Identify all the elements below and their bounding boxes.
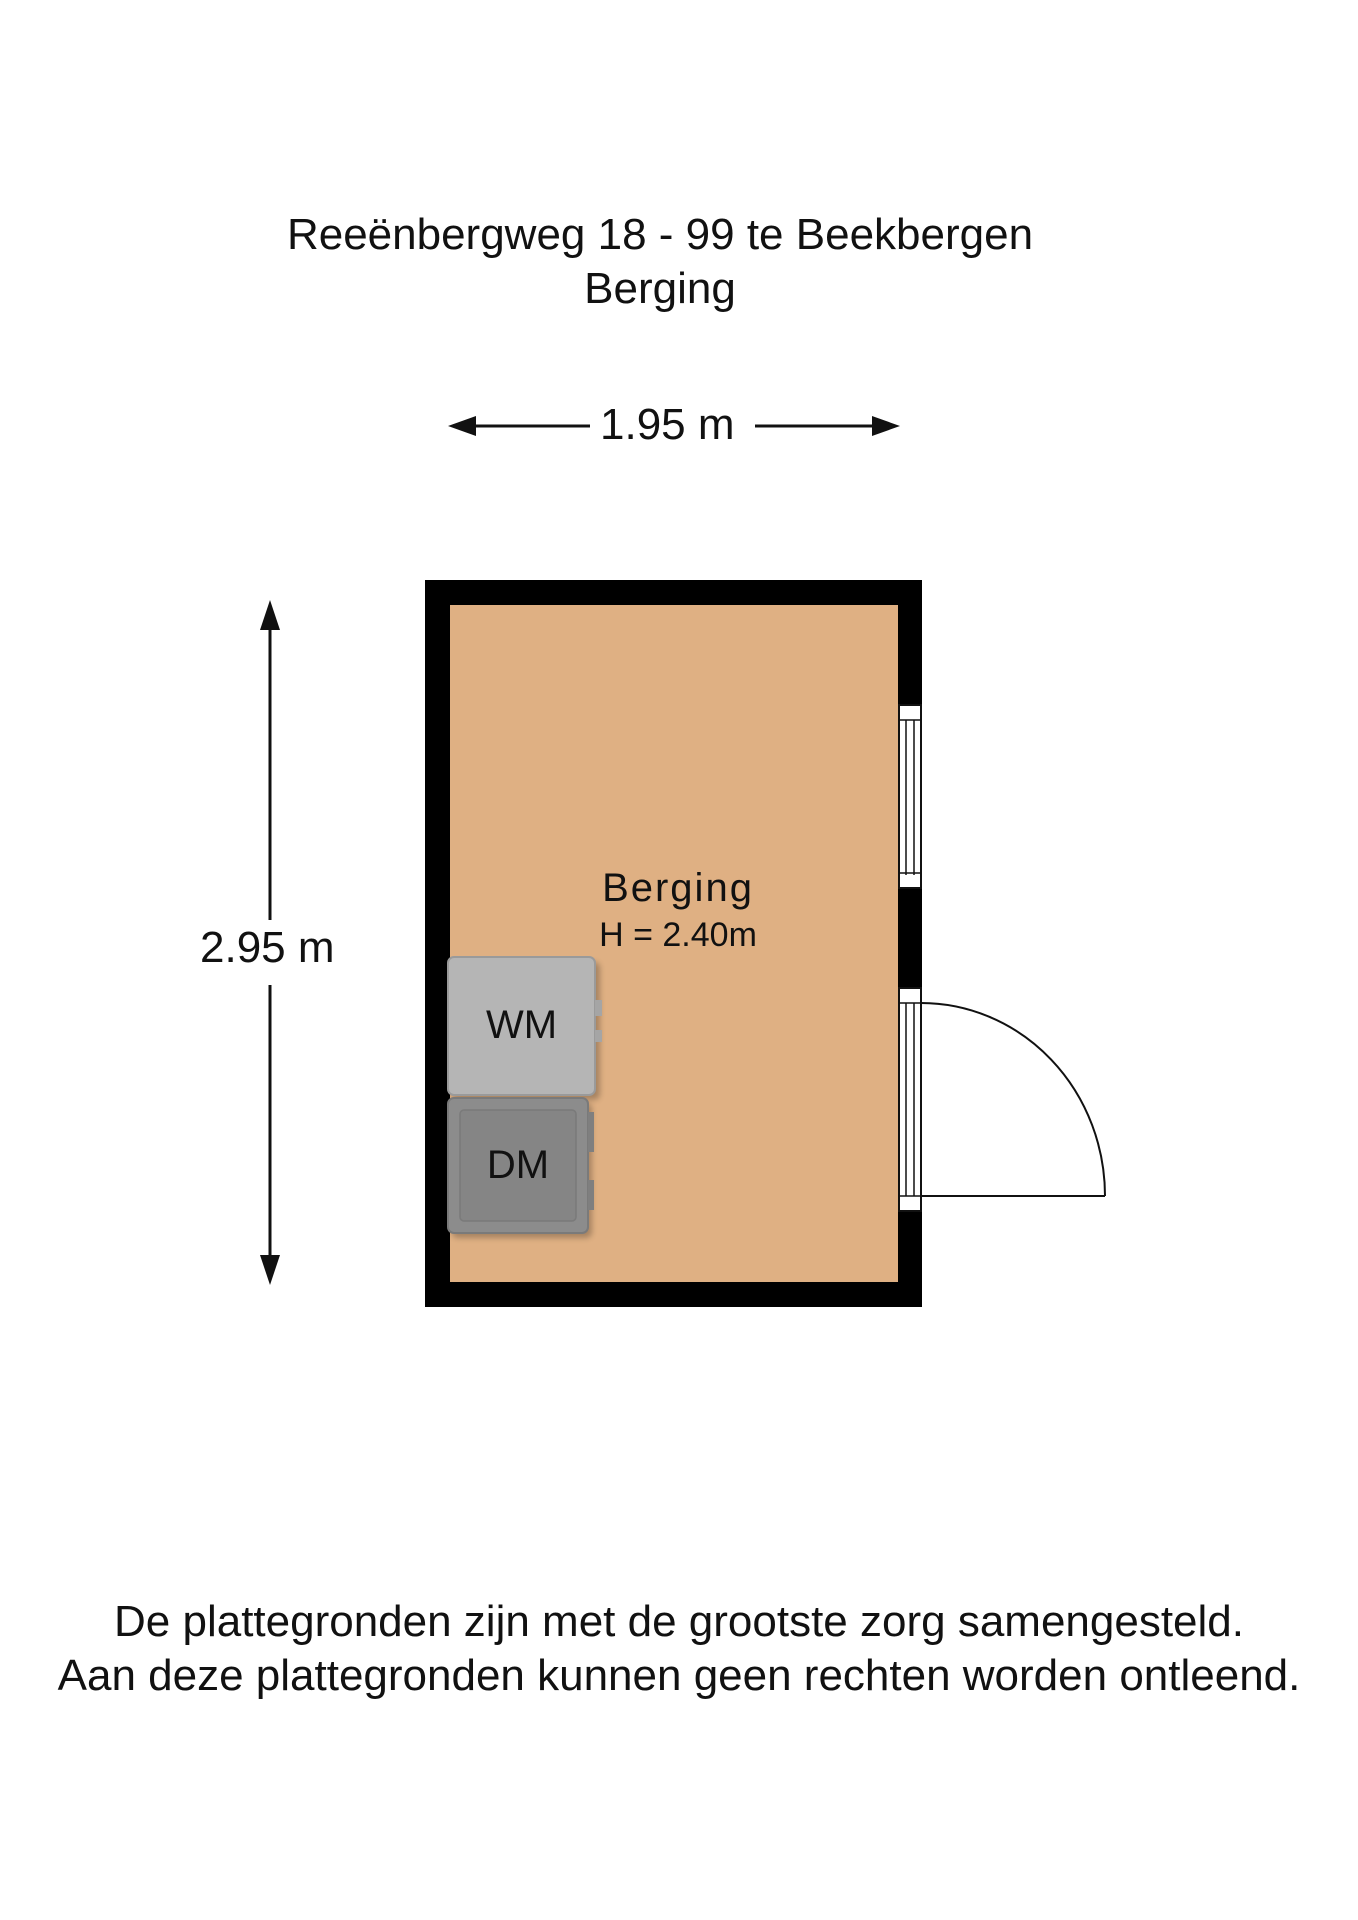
- width-label: 1.95 m: [600, 400, 735, 449]
- depth-label: 2.95 m: [200, 923, 335, 972]
- window-icon: [898, 705, 922, 888]
- arrow-down-icon: [260, 1255, 280, 1285]
- arrow-left-icon: [448, 416, 476, 436]
- address-title: Reeënbergweg 18 - 99 te Beekbergen: [286, 210, 1034, 259]
- disclaimer-line-2: Aan deze plattegronden kunnen geen rechten worden ontleend.: [57, 1651, 1301, 1700]
- floor-subtitle: Berging: [584, 264, 736, 313]
- room-height: H = 2.40m: [599, 916, 757, 954]
- room-name: Berging: [602, 866, 754, 910]
- disclaimer: [0, 1595, 1358, 1703]
- door-swing-icon: [898, 988, 1105, 1211]
- arrow-up-icon: [260, 600, 280, 630]
- washing-machine-label: WM: [485, 1003, 558, 1047]
- disclaimer-line-1: De plattegronden zijn met de grootste zorg samengesteld.: [114, 1597, 1244, 1646]
- arrow-right-icon: [872, 416, 900, 436]
- dryer-label: DM: [486, 1143, 550, 1187]
